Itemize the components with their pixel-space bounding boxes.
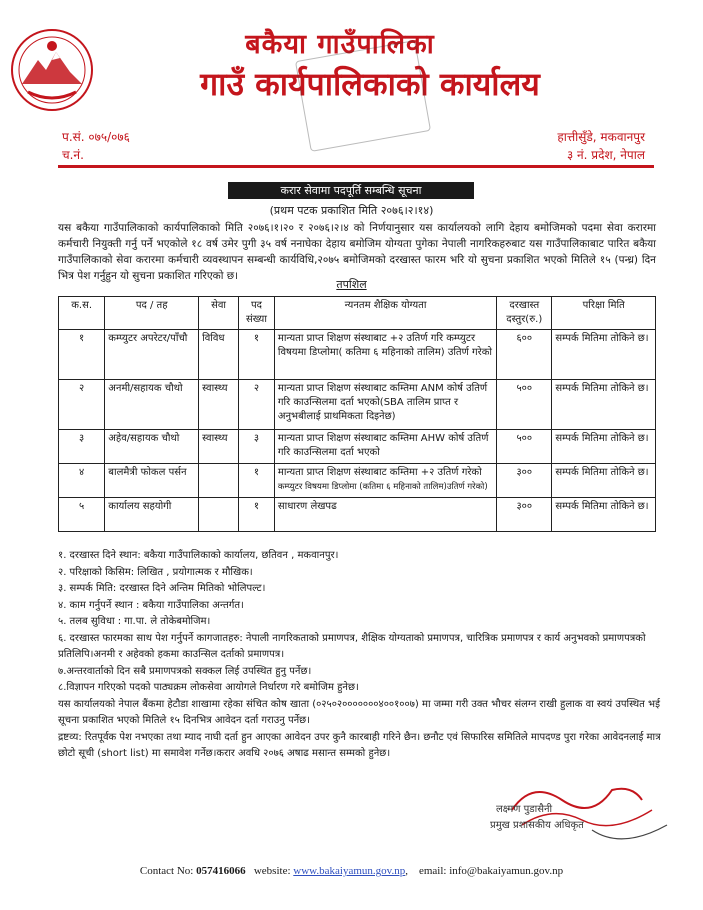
condition-item: द्रष्टव्य: रितपूर्वक पेश नभएका तथा म्याद नाघी दर्ता हुन आएका आवेदन उपर कुनै कारबाही गरिने छैन। छनौट एवं सिफारिस समितिले मापदण्ड पुरा गरेका आवेदनलाई मात्र छोटो सूची (short list) मा समावेश गर्नेछ।करार अवधि २०७६ अषाढ मसान्त सम्मको हुनेछ। — [58, 731, 661, 759]
header-fee: दरखास्त दस्तुर(रु.) — [497, 297, 552, 330]
cell-post: बालमैत्री फोकल पर्सन — [105, 464, 199, 498]
header-count: पद संख्या — [239, 297, 275, 330]
cell-sn: ३ — [59, 430, 105, 464]
cell-count: १ — [239, 464, 275, 498]
cell-service: स्वास्थ्य — [199, 380, 239, 430]
signatory-name: लक्ष्मण पुडासैनी — [496, 804, 553, 815]
notice-conditions — [58, 548, 664, 763]
cell-post: कम्प्युटर अपरेटर/पाँचौ — [105, 330, 199, 380]
condition-item: ७.अन्तरवार्ताको दिन सबै प्रमाणपत्रको सक्कल लिई उपस्थित हुनु पर्नेछ। — [58, 665, 312, 677]
cell-fee: ३०० — [497, 464, 552, 498]
cell-qualification — [274, 464, 496, 498]
table-row — [59, 330, 656, 380]
condition-item: ८.विज्ञापन गरिएको पदको पाठ्यक्रम लोकसेवा आयोगले निर्धारण गरे बमोजिम हुनेछ। — [58, 682, 359, 693]
table-row — [59, 464, 656, 498]
qualification-note: कम्प्युटर विषयमा डिप्लोमा (कतिमा ६ महिनाको तालिम)उतिर्ण गरेको) — [277, 482, 488, 492]
vacancy-table — [58, 296, 656, 532]
footer-contact: Contact No: 057416066 website: www.bakaiyamun.gov.np, email: info@bakaiyamun.gov.np — [139, 865, 564, 877]
cell-sn: १ — [59, 330, 105, 380]
office-title-line2: गाउँ कार्यपालिकाको कार्यालय — [200, 65, 540, 103]
signatory-title: प्रमुख प्रशासकीय अधिकृत — [490, 820, 584, 831]
publication-date: (प्रथम पटक प्रकाशित मिति २०७६।२।१४) — [269, 204, 434, 217]
cell-count: ३ — [239, 430, 275, 464]
header-sn: क.स. — [59, 297, 105, 330]
table-title: तपशिल — [336, 278, 367, 291]
condition-item: २. परिक्षाको किसिम: लिखित , प्रयोगात्मक र मौखिक। — [58, 566, 253, 578]
cell-count: १ — [239, 498, 275, 532]
address-line1: हात्तीसुँडे, मकवानपुर — [557, 130, 645, 144]
contact-label: Contact No: — [139, 865, 194, 877]
cell-service — [199, 498, 239, 532]
nepal-emblem-icon — [8, 26, 96, 114]
cell-sn: ५ — [59, 498, 105, 532]
table-header-row — [59, 297, 656, 330]
condition-item: ६. दरखास्त फारमका साथ पेश गर्नुपर्ने कागजातहरु: नेपाली नागरिकताको प्रमाणपत्र, शैक्षिक योग्यताको प्रमाणपत्र, चारित्रिक प्रमाणपत्र र कार्य अनुभवको प्रमाणपत्रको प्रतिलिपि।अनमी र अहेवको हकमा काउन्सिल दर्ताको प्रमाणपत्र। — [58, 632, 646, 660]
office-seal-stamp — [295, 40, 431, 152]
cell-service: स्वास्थ्य — [199, 430, 239, 464]
table-row — [59, 498, 656, 532]
cell-fee: ५०० — [497, 430, 552, 464]
cell-service — [199, 464, 239, 498]
cell-fee: ३०० — [497, 498, 552, 532]
cell-count: १ — [239, 330, 275, 380]
notice-heading: करार सेवामा पदपूर्ति सम्बन्धि सूचना — [228, 182, 474, 199]
email-address[interactable]: info@bakaiyamun.gov.np — [449, 865, 564, 877]
condition-item: १. दरखास्त दिने स्थान: बकैया गाउँपालिकाको कार्यालय, छतिवन , मकवानपुर। — [58, 550, 339, 561]
condition-item: ३. सम्पर्क मिति: दरखास्त दिने अन्तिम मितिको भोलिपल्ट। — [58, 583, 266, 594]
condition-item: ४. काम गर्नुपर्ने स्थान : बकैया गाउँपालिका अन्तर्गत। — [58, 599, 244, 611]
website-link[interactable]: www.bakaiyamun.gov.np — [293, 865, 406, 877]
cell-sn: २ — [59, 380, 105, 430]
cell-exam-date: सम्पर्क मितिमा तोकिने छ। — [552, 464, 656, 498]
header-exam-date: परिक्षा मिति — [552, 297, 656, 330]
header-service: सेवा — [199, 297, 239, 330]
cell-sn: ४ — [59, 464, 105, 498]
phone-number: 057416066 — [196, 865, 246, 877]
office-title-line1: बकैया गाउँपालिका — [245, 29, 435, 60]
cell-fee: ५०० — [497, 380, 552, 430]
cell-post: अहेव/सहायक चौथो — [105, 430, 199, 464]
cell-service: विविध — [199, 330, 239, 380]
cell-qualification: मान्यता प्राप्त शिक्षण संस्थाबाट कम्तिमा ANM कोर्ष उतिर्ण गरि काउन्सिलमा दर्ता भएको(SBA तालिम प्राप्त र अनुभबीलाई प्राथमिकता दिइनेछ) — [274, 380, 496, 430]
qualification-main: मान्यता प्राप्त शिक्षण संस्थाबाट कम्तिमा +२ उतिर्ण गरेको — [277, 467, 482, 478]
cell-post: कार्यालय सहयोगी — [105, 498, 199, 532]
table-row — [59, 430, 656, 464]
cell-exam-date: सम्पर्क मितिमा तोकिने छ। — [552, 380, 656, 430]
header-qualification: न्यनतम शैक्षिक योग्यता — [274, 297, 496, 330]
signature-mark — [492, 770, 682, 860]
cell-qualification: मान्यता प्राप्त शिक्षण संस्थाबाट +२ उतिर्ण गरि कम्प्युटर विषयमा डिप्लोमा( कतिमा ६ महिनाको तालिम) उतिर्ण गरेको — [274, 330, 496, 380]
condition-item: ५. तलब सुविधा : गा.पा. ले तोकेबमोजिम। — [58, 616, 211, 627]
cell-qualification: साधारण लेखपढ — [274, 498, 496, 532]
cell-qualification: मान्यता प्राप्त शिक्षण संस्थाबाट कम्तिमा AHW कोर्ष उतिर्ण गरि काउन्सिलमा दर्ता भएको — [274, 430, 496, 464]
cell-post: अनमी/सहायक चौथो — [105, 380, 199, 430]
email-label: email: — [418, 865, 447, 877]
dispatch-number: च.नं. — [62, 148, 84, 162]
cell-exam-date: सम्पर्क मितिमा तोकिने छ। — [552, 430, 656, 464]
condition-item: यस कार्यालयको नेपाल बैंकमा हेटौडा शाखामा रहेका संचित कोष खाता (०२५०२०००००००४००१००७) मा जम्मा गरी उक्त भौचर संलग्न राखी हुलाक वा स्वयं उपस्थित भई सूचना प्रकाशित भएको मितिले १५ दिनभित्र आवेदन दर्ता गराउनु पर्नेछ। — [58, 698, 660, 726]
notice-intro: यस बकैया गाउँपालिकाको कार्यपालिकाको मिति २०७६।१।२० र २०७६।२।४ को निर्णयानुसार यस कार्यालयको लागि देहाय बमोजिमको पदमा सेवा करारमा कर्मचारी नियुक्ती गर्नु पर्ने भएकोले १८ वर्ष उमेर पुगी ३५ वर्ष ननाघेका देहाय बमोजिम योग्यता पुगेका नेपाली नागरिकहरुबाट यस गाउँपालिकाबाट पारित बकैया गाउँपालिकाको सेवा करारमा कर्मचारी व्यवस्थापन सम्बन्धी कार्यविधि,२०७५ बमोजिमको दरखास्त फारम भरि यो सुचना प्रकाशित भएको मितिले १५ (पन्ध्र) दिन भित्र पेश गर्नुहुन यो सुचना प्रकाशित गरिएको छ। — [58, 222, 656, 282]
header-divider — [58, 165, 654, 168]
header-post: पद / तह — [105, 297, 199, 330]
cell-exam-date: सम्पर्क मितिमा तोकिने छ। — [552, 498, 656, 532]
address-line2: ३ नं. प्रदेश, नेपाल — [566, 148, 645, 162]
cell-fee: ६०० — [497, 330, 552, 380]
website-label: website: — [253, 865, 291, 877]
cell-count: २ — [239, 380, 275, 430]
cell-exam-date: सम्पर्क मितिमा तोकिने छ। — [552, 330, 656, 380]
table-row — [59, 380, 656, 430]
reference-number: प.सं. ०७५/०७६ — [62, 130, 130, 144]
